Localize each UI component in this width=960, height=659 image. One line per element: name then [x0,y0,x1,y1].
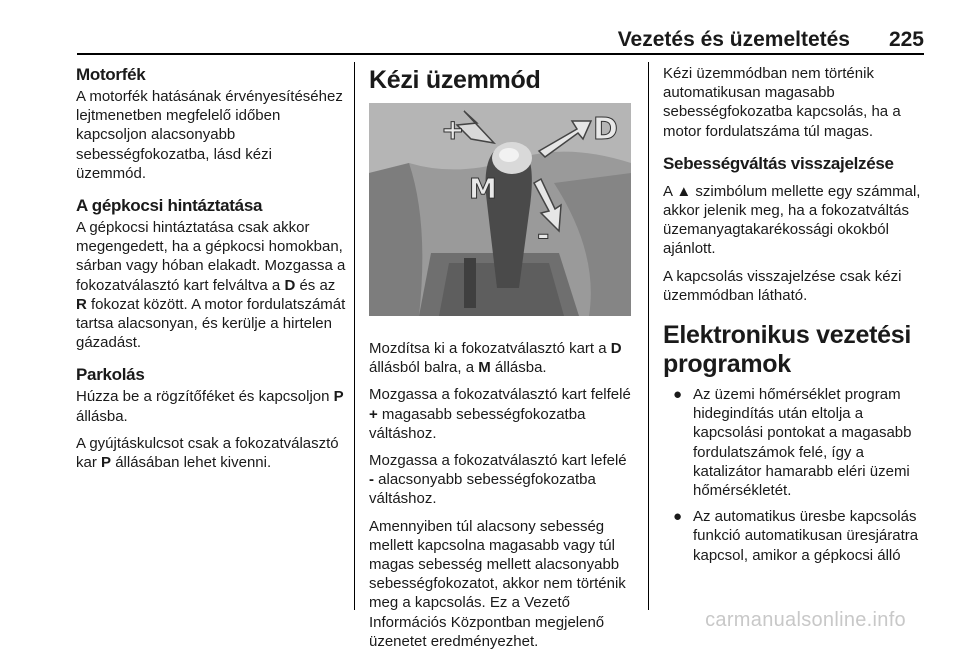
kezi-paragraph-1: Mozdítsa ki a fokozatválasztó kart a D állásból balra, a M állásba. [369,340,622,377]
column-2 [369,64,634,659]
column-3 [663,64,928,572]
heading-parkolas: Parkolás [76,365,145,385]
page-header-title: Vezetés és üzemeltetés [617,28,850,51]
bullet-icon: ● [673,386,683,404]
program-list [663,385,928,565]
d-label: D [593,112,618,147]
kezi-paragraph-2: Mozgassa a fokozatválasztó kart felfelé + magasabb sebességfokozatba váltáshoz. [369,386,631,442]
list-item: ● Az automatikus üresbe kapcsolás funkció automatikusan üresjáratra kapcsol, amikor a gépkocsi álló [673,508,919,564]
heading-hintaztatas: A gépkocsi hintáztatása [76,196,263,216]
visszajelzes-paragraph-2: A kapcsolás visszajelzése csak kézi üzemmódban látható. [663,267,902,304]
bullet-icon: ● [673,508,683,526]
page-header [0,0,960,56]
heading-elektronikus-vezetesi-programok: Elektronikus vezetési programok [663,321,911,379]
list-item: ● Az üzemi hőmérséklet program hidegindítás után eltolja a kapcsolási pontokat a magasabb fordulatszámok felé, így a katalizátor hamarabb eléri üzemi hőmérsékletét. [673,386,912,500]
heading-motorfek: Motorfék [76,65,146,84]
motorfek-paragraph: A motorfék hatásának érvényesítéséhez lejtmenetben megfelelő időben kapcsoljon alacsonyabb sebességfokozatba, lásd kézi üzemmód. [76,88,343,182]
column-divider-1 [354,62,355,610]
heading-sebessegvaltas-visszajelzese: Sebességváltás visszajelzése [663,153,894,173]
gear-selector-illustration [369,103,631,316]
column-divider-2 [648,62,649,610]
heading-kezi-uzemmod: Kézi üzemmód [369,66,541,94]
plus-label: + [441,113,465,146]
upshift-icon: ▲ [676,182,692,200]
column-1 [76,64,346,480]
kezi-paragraph-4: Amennyiben túl alacsony sebesség mellett kapcsolna magasabb vagy túl magas sebesség mellett alacsonyabb sebességfokozatot, akkor nem történik meg a kapcsolás. Ez a Vezető Információs Központban megjelenő üzenetet eredményezhet. [369,517,626,650]
watermark: carmanualsonline.info [705,609,906,631]
kezi-paragraph-5: Kézi üzemmódban nem történik automatikusan magasabb sebességfokozatba kapcsolás, ha a motor fordulatszáma túl magas. [663,65,901,140]
parkolas-paragraph-1: Húzza be a rögzítőféket és kapcsoljon P állásba. [76,388,344,425]
parkolas-paragraph-2: A gyújtáskulcsot csak a fokozatválasztó kar P állásában lehet kivenni. [76,434,339,472]
visszajelzes-paragraph-1: A ▲ szimbólum mellette egy számmal, akkor jelenik meg, ha a fokozatváltás üzemanyagtakarékossági okokból ajánlott. [663,182,921,258]
hintaztatas-paragraph: A gépkocsi hintáztatása csak akkor megengedett, ha a gépkocsi homokban, sárban vagy hóban elakadt. Mozgassa a fokozatválasztó kart felváltva a D és az R fokozat között. A motor fordulatszámát tartsa alacsonyan, és kerülje a hirtelen gázadást. [76,219,346,352]
minus-label: - [537,218,550,253]
page-number: 225 [888,28,924,51]
m-label: M [469,172,497,205]
header-rule [77,53,924,55]
kezi-paragraph-3: Mozgassa a fokozatválasztó kart lefelé - alacsonyabb sebességfokozatba váltáshoz. [369,452,627,508]
